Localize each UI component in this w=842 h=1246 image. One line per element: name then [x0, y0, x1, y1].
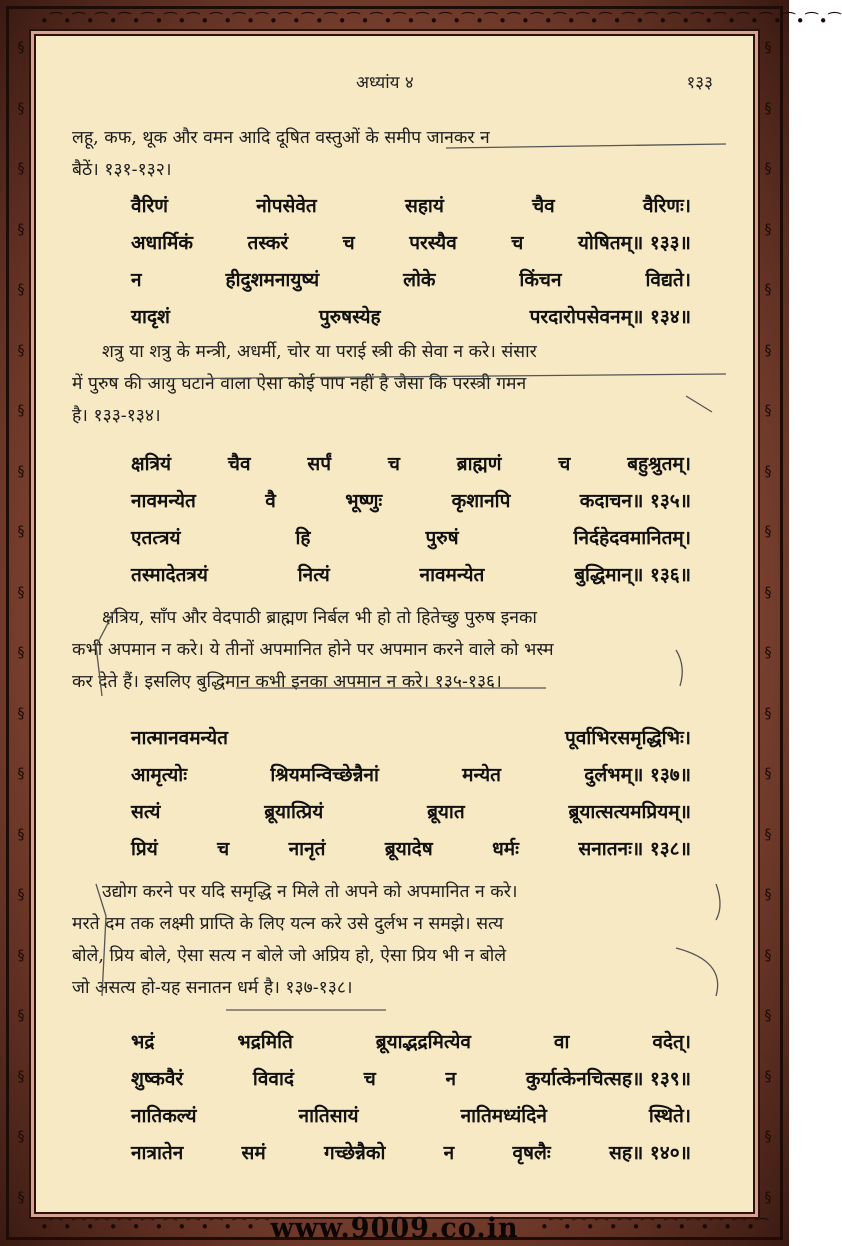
verse-line: क्षत्रियं चैव सर्पं च ब्राह्मणं च बहुश्रुतम्। — [131, 453, 691, 475]
pencil-annotations — [36, 36, 753, 1212]
text-line: है। १३३-१३४। — [72, 406, 161, 426]
text-line: कर देते हैं। इसलिए बुद्धिमान कभी इनका अपमान न करे। १३५-१३६। — [72, 672, 502, 692]
text-line: बोले, प्रिय बोले, ऐसा सत्य न बोले जो अप्रिय हो, ऐसा प्रिय भी न बोले — [72, 946, 507, 966]
text-line: मरते दम तक लक्ष्मी प्राप्ति के लिए यत्न करे उसे दुर्लभ न समझे। सत्य — [72, 914, 504, 934]
verse-line: एतत्त्रयं हि पुरुषं निर्दहेदवमानितम्। — [131, 527, 691, 549]
ornament-top: •⁀•⁀•⁀•⁀•⁀•⁀•⁀•⁀•⁀•⁀•⁀•⁀•⁀•⁀•⁀•⁀•⁀•⁀•⁀•⁀•⁀•⁀•⁀•⁀•⁀•⁀•⁀•⁀•⁀•⁀•⁀•⁀•⁀•⁀•⁀ — [40, 12, 842, 30]
verse-line: यादृशं पुरुषस्येह परदारोपसेवनम्॥ १३४॥ — [131, 306, 691, 328]
website-url: www.9009.co.in — [270, 1213, 519, 1244]
verse-line: नात्मानवमन्येत पूर्वाभिरसमृद्धिभिः। — [131, 727, 691, 749]
text-line: उद्योग करने पर यदि समृद्धि न मिले तो अपने को अपमानित न करे। — [102, 882, 518, 902]
text-line: लहू, कफ, थूक और वमन आदि दूषित वस्तुओं के समीप जानकर न — [72, 128, 490, 148]
verse-line: भद्रं भद्रमिति ब्रूयाद्भद्रमित्येव वा वदेत्। — [131, 1031, 691, 1053]
page-number: १३३ — [686, 73, 713, 93]
verse-line: नात्रातेन समं गच्छेन्नैको न वृषलैः सह॥ १४०॥ — [131, 1142, 691, 1164]
verse-line: वैरिणं नोपसेवेत सहायं चैव वैरिणः। — [131, 195, 691, 217]
verse-line: प्रियं च नानृतं ब्रूयादेष धर्मः सनातनः॥ १३८॥ — [131, 838, 691, 860]
text-line: कभी अपमान न करे। ये तीनों अपमानित होने पर अपमान करने वाले को भस्म — [72, 640, 554, 660]
verse-line: अधार्मिकं तस्करं च परस्यैव च योषितम्॥ १३३॥ — [131, 232, 691, 254]
ornament-bottom-left: •⁀•⁀•⁀•⁀•⁀•⁀•⁀•⁀•⁀•⁀ — [40, 1218, 270, 1236]
verse-line: सत्यं ब्रूयात्प्रियं ब्रूयात ब्रूयात्सत्यमप्रियम्॥ — [131, 801, 691, 823]
ornament-bottom-right: •⁀•⁀•⁀•⁀•⁀•⁀•⁀•⁀•⁀•⁀ — [540, 1218, 770, 1236]
text-line: क्षत्रिय, साँप और वेदपाठी ब्राह्मण निर्बल भी हो तो हितेच्छु पुरुष इनका — [102, 608, 537, 628]
verse-line: तस्मादेतत्रयं नित्यं नावमन्येत बुद्धिमान्॥ १३६॥ — [131, 564, 691, 586]
ornament-left: § § § § § § § § § § § § § § § § § § § § — [17, 40, 25, 1206]
ornament-right: § § § § § § § § § § § § § § § § § § § § — [764, 40, 772, 1206]
verse-line: नावमन्येत वै भूष्णुः कृशानपि कदाचन॥ १३५॥ — [131, 490, 691, 512]
verse-line: शुष्कवैरं विवादं च न कुर्यात्केनचित्सह॥ १३९॥ — [131, 1068, 691, 1090]
book-page — [36, 36, 753, 1212]
verse-line: आमृत्योः श्रियमन्विच्छेन्नैनां मन्येत दुर्लभम्॥ १३७॥ — [131, 764, 691, 786]
verse-line: नातिकल्यं नातिसायं नातिमध्यंदिने स्थिते। — [131, 1105, 691, 1127]
text-line: में पुरुष की आयु घटाने वाला ऐसा कोई पाप नहीं है जैसा कि परस्त्री गमन — [72, 374, 527, 394]
verse-line: न हीदुशमनायुष्यं लोके किंचन विद्यते। — [131, 269, 691, 291]
text-line: शत्रु या शत्रु के मन्त्री, अधर्मी, चोर या पराई स्त्री की सेवा न करे। संसार — [102, 342, 537, 362]
text-line: बैठें। १३१-१३२। — [72, 160, 172, 180]
text-line: जो असत्य हो-यह सनातन धर्म है। १३७-१३८। — [72, 978, 353, 998]
chapter-title: अध्यांय ४ — [356, 73, 414, 93]
